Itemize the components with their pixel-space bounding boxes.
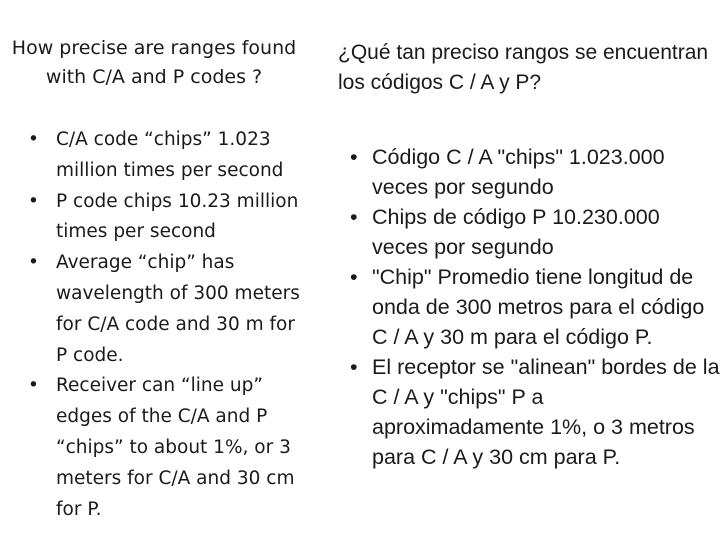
spanish-bullet-item: [336, 352, 720, 472]
spanish-column: [336, 0, 720, 472]
bullet-icon: •: [28, 190, 39, 212]
english-bullet-item: [0, 125, 308, 187]
bullet-icon: •: [28, 375, 39, 397]
spanish-title: ¿Qué tan preciso rangos se encuentran los códigos C / A y P?: [338, 41, 709, 94]
spanish-bullet-list: [336, 142, 720, 472]
bullet-icon: •: [350, 145, 358, 169]
bullet-icon: •: [350, 265, 358, 289]
bullet-icon: •: [28, 252, 39, 274]
english-column: [0, 0, 308, 525]
spanish-bullet-text: "Chip" Promedio tiene longitud de onda de 300 metros para el código C / A y 30 m para el código P.: [372, 265, 705, 349]
spanish-bullet-item: [336, 262, 720, 352]
english-title: How precise are ranges found with C/A and P codes ?: [11, 37, 297, 88]
spanish-bullet-text: El receptor se "alinean" bordes de la C / A y "chips" P a aproximadamente 1%, o 3 metros para C / A y 30 cm para P.: [372, 355, 720, 469]
english-bullet-item: [0, 371, 308, 525]
spanish-bullet-text: Chips de código P 10.230.000 veces por segundo: [372, 205, 660, 259]
bullet-icon: •: [350, 205, 358, 229]
english-bullet-list: [0, 125, 308, 525]
bullet-icon: •: [28, 129, 39, 150]
english-bullet-text: P code chips 10.23 million times per second: [56, 190, 299, 243]
english-bullet-item: [0, 248, 308, 371]
english-bullet-text: Receiver can “line up” edges of the C/A and P “chips” to about 1%, or 3 meters for C/A and 30 cm for P.: [56, 375, 295, 520]
english-bullet-text: Average “chip” has wavelength of 300 meters for C/A code and 30 m for P code.: [56, 252, 300, 366]
bullet-icon: •: [350, 355, 358, 379]
english-bullet-text: C/A code “chips” 1.023 million times per second: [56, 129, 284, 181]
english-bullet-item: [0, 187, 308, 249]
spanish-bullet-text: Código C / A "chips" 1.023.000 veces por segundo: [372, 145, 665, 199]
spanish-bullet-item: [336, 202, 720, 262]
spanish-bullet-item: [336, 142, 720, 202]
